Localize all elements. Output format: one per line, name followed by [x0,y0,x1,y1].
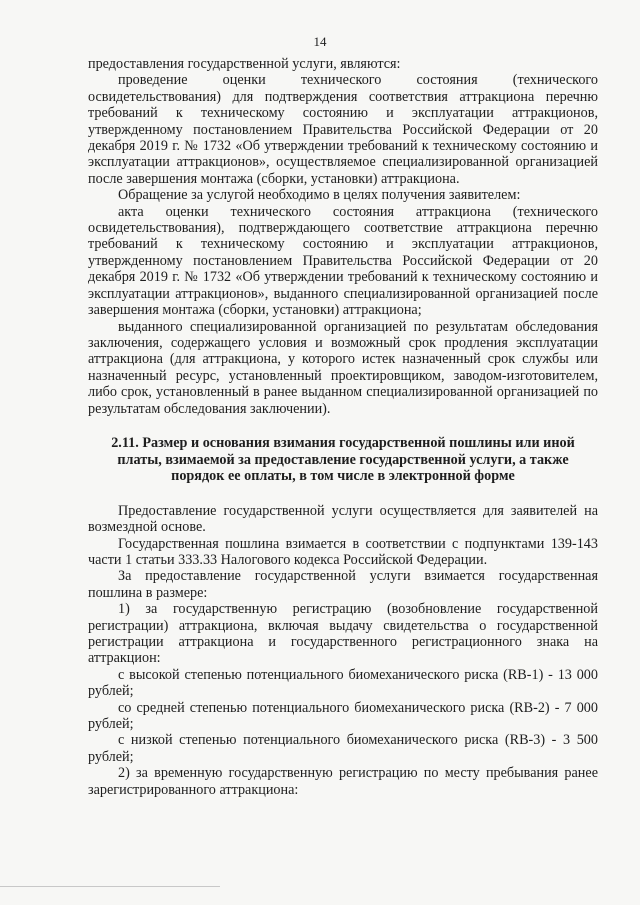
heading-line: порядок ее оплаты, в том числе в электронной форме [171,468,515,485]
page-content [88,56,598,798]
paragraph: 2) за временную государственную регистрацию по месту пребывания ранее зарегистрированного аттракциона: [88,765,598,798]
paragraph: 1) за государственную регистрацию (возобновление государственной регистрации) аттракциона, включая выдачу свидетельства о государственной регистрации аттракциона и государственного регистрационного знака на аттракцион: [88,601,598,667]
heading-line: 2.11. Размер и основания взимания государственной пошлины или иной [111,434,575,451]
paragraph: Государственная пошлина взимается в соответствии с подпунктами 139-143 части 1 статьи 333.33 Налогового кодекса Российской Федерации. [88,535,598,568]
paragraph: За предоставление государственной услуги взимается государственная пошлина в размере: [88,568,598,601]
paragraph: предоставления государственной услуги, являются: [88,56,401,72]
paragraph: Предоставление государственной услуги осуществляется для заявителей на возмездной основе. [88,502,598,536]
paragraph: проведение оценки технического состояния (технического освидетельствования) для подтверждения соответствия аттракциона перечню требований к техническому состоянию и эксплуатации аттракционов, утвержденному постановлением Правительства Российской Федерации от 20 декабря 2019 г. № 1732 «Об утверждении требований к техническому состоянию и эксплуатации аттракционов», осуществляемое специализированной организацией после завершения монтажа (сборки, установки) аттракциона. [88,72,598,187]
scan-edge-line [0,886,220,887]
spacer [88,417,598,435]
paragraph: с низкой степенью потенциального биомеханического риска (RB-3) - 3 500 рублей; [88,732,598,765]
spacer [88,485,598,503]
section-heading [88,435,598,485]
paragraph: выданного специализированной организацией по результатам обследования заключения, содержащего условия и возможный срок продления эксплуатации аттракциона (для аттракциона, у которого истек назначенный срок службы или назначенный ресурс, установленный проектировщиком, заводом-изготовителем, либо срок, установленный в ранее выданном специализированной организацией по результатам обследования заключении). [88,318,598,417]
paragraph: с высокой степенью потенциального биомеханического риска (RB-1) - 13 000 рублей; [88,666,598,700]
paragraph: акта оценки технического состояния аттракциона (технического освидетельствования), подтверждающего соответствие аттракциона перечню требований к техническому состоянию и эксплуатации аттракционов, утвержденному постановлением Правительства Российской Федерации от 20 декабря 2019 г. № 1732 «Об утверждении требований к техническому состоянию и эксплуатации аттракционов», выданного специализированной организацией после завершения монтажа (сборки, установки) аттракциона; [88,203,598,319]
page-number: 14 [313,34,327,49]
paragraph: Обращение за услугой необходимо в целях получения заявителем: [118,187,521,204]
section-text-top [88,56,598,417]
section-text-bottom [88,503,598,798]
paragraph: со средней степенью потенциального биомеханического риска (RB-2) - 7 000 рублей; [88,699,598,732]
heading-line: платы, взимаемой за предоставление государственной услуги, а также [117,451,569,468]
